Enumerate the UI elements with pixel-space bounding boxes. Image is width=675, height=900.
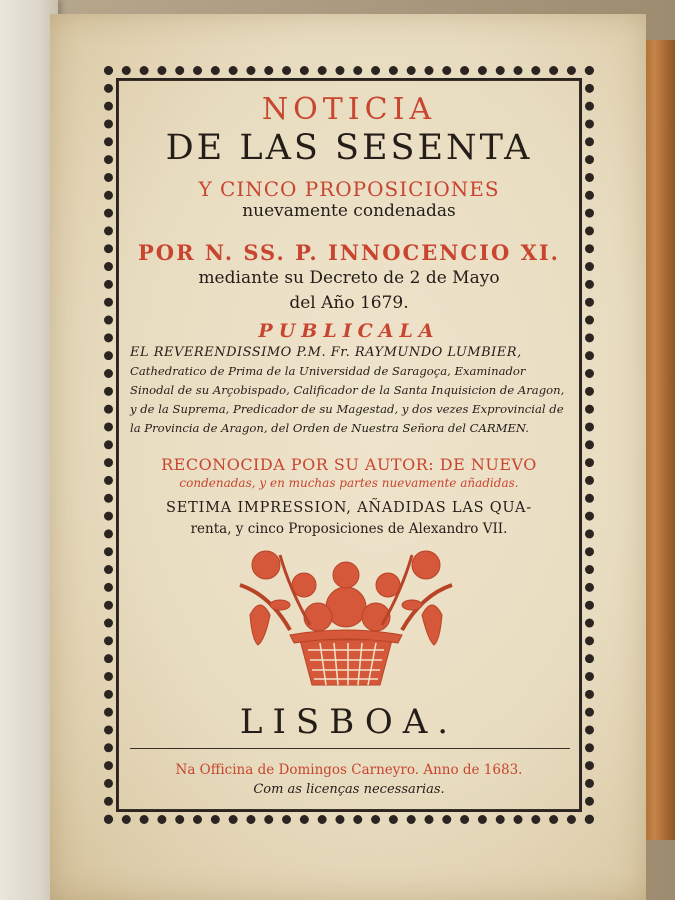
condemned-line: condenadas, y en muchas partes nuevamente añadidas. — [179, 476, 519, 490]
license-line: Com as licenças necessarias. — [253, 782, 445, 797]
title-line-year: del Año 1679. — [289, 293, 409, 313]
title-line-decreto: mediante su Decreto de 2 de Mayo — [198, 268, 500, 288]
publicala-heading: PUBLICALA — [258, 320, 440, 342]
edition-line-2: renta, y cinco Proposiciones de Alexandro VII. — [190, 521, 508, 537]
flower-basket-woodcut-icon — [230, 545, 462, 697]
book-spine-edge — [641, 40, 675, 840]
printer-line: Na Officina de Domingos Carneyro. Anno de 1683. — [175, 762, 523, 778]
imprint-rule — [130, 748, 570, 749]
recognized-line: RECONOCIDA POR SU AUTOR: DE NUEVO — [161, 455, 537, 474]
title-line-noticia: NOTICIA — [261, 92, 437, 127]
author-titles: Cathedratico de Prima de la Universidad de Saragoça, Examinador Sinodal de su Arçobispado, Calificador de la Santa Inquisicion de Aragon, y de la Suprema, Predicador de su Magestad, y dos vezes Exprovincial de la Provincia de Aragon, del Orden de Nuestra Señora del CARMEN. — [130, 364, 565, 435]
title-line-innocencio: POR N. SS. P. INNOCENCIO XI. — [138, 240, 560, 265]
title-line-de-las-sesenta: DE LAS SESENTA — [165, 128, 533, 168]
title-line-nuevamente: nuevamente condenadas — [242, 201, 456, 221]
author-name: EL REVERENDISSIMO P.M. Fr. RAYMUNDO LUMBIER, — [130, 345, 522, 360]
author-paragraph — [130, 343, 570, 438]
edition-line: SETIMA IMPRESSION, AÑADIDAS LAS QUA- — [166, 500, 532, 516]
city-line: LISBOA. — [239, 702, 459, 742]
title-line-y-cinco: Y CINCO PROPOSICIONES — [198, 177, 500, 201]
